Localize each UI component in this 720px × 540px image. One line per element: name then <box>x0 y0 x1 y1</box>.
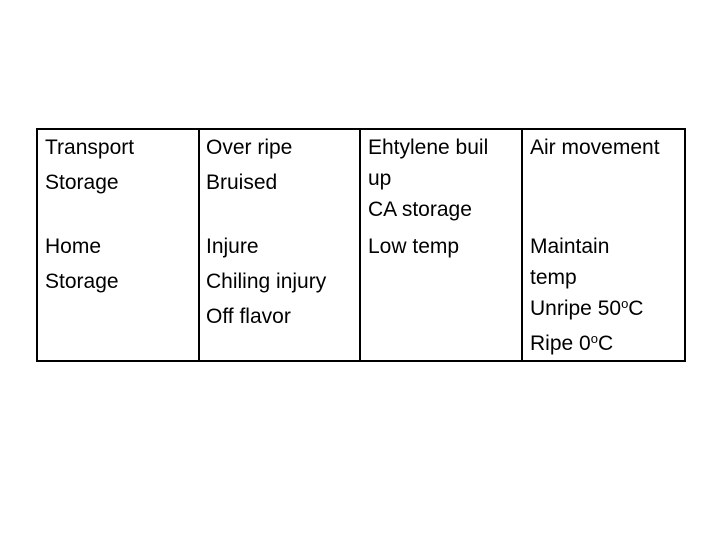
column-divider-3 <box>521 128 523 362</box>
table-cell-solution-row1: Air movement <box>530 136 660 159</box>
table-cell-problem-row1: Over ripe Bruised <box>206 136 293 194</box>
unripe-temp: Unripe 50$^o$C <box>530 296 644 320</box>
table-border-left <box>36 128 38 362</box>
table-cell-cause-row1: Ehtylene buil up CA storage <box>368 136 489 221</box>
table-cell-problem-row2: Injure Chiling injury Off flavor <box>206 235 327 328</box>
storage-table <box>36 128 686 362</box>
ripe-temp: Ripe 0$^o$C <box>530 331 614 355</box>
column-divider-1 <box>198 128 200 362</box>
column-divider-2 <box>359 128 361 362</box>
table-cell-cause-row2: Low temp <box>368 235 460 258</box>
table-cell-solution-row2: Maintain temp Unripe 50$^o$C Ripe 0$^o$C <box>530 229 643 361</box>
table-border-right <box>684 128 686 362</box>
table-cell-stage-row1: Transport Storage <box>45 136 135 194</box>
table-cell-stage-row2: Home Storage <box>45 235 119 293</box>
